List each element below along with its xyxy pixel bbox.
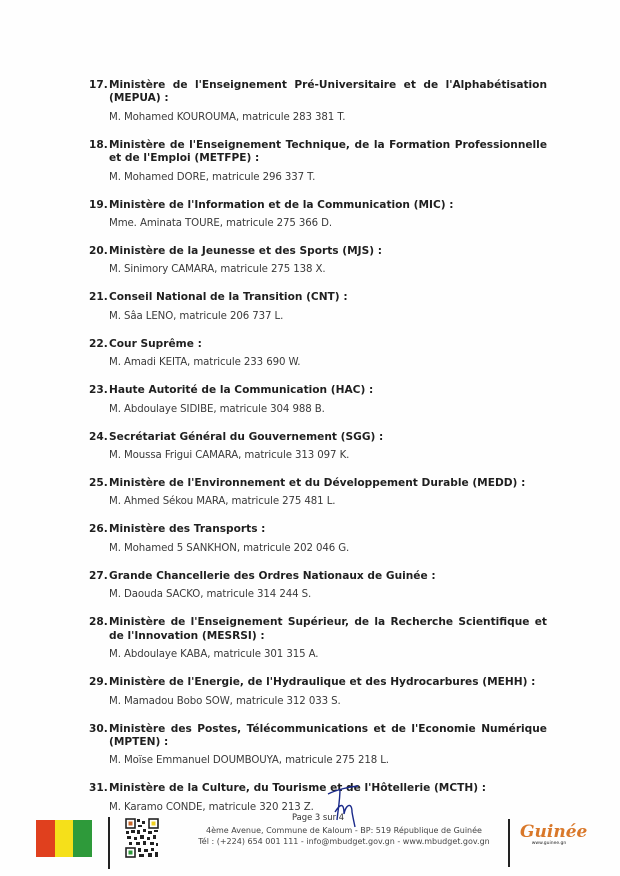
list-item — [89, 139, 547, 184]
entity-name: Ministère de l'Energie, de l'Hydraulique et des Hydrocarbures (MEHH) : — [109, 676, 536, 689]
entity-title — [89, 245, 547, 258]
flag-green-band — [73, 820, 92, 857]
list-item — [89, 291, 547, 322]
entity-title — [89, 616, 547, 643]
entity-title — [89, 291, 547, 304]
item-number: 29. — [89, 676, 108, 689]
entity-name: Secrétariat Général du Gouvernement (SGG) : — [109, 430, 384, 443]
entity-title — [89, 338, 547, 351]
entity-title — [89, 139, 547, 166]
entity-title — [89, 723, 547, 750]
item-number: 22. — [89, 337, 108, 350]
item-number: 30. — [89, 722, 108, 735]
item-number: 19. — [89, 198, 108, 211]
appointee: Mme. Aminata TOURE, matricule 275 366 D. — [109, 218, 333, 230]
footer-address — [194, 825, 494, 847]
list-item — [89, 79, 547, 124]
list-item — [89, 477, 547, 508]
flag-yellow-band — [55, 820, 74, 857]
item-number: 31. — [89, 782, 108, 795]
item-number: 23. — [89, 384, 108, 397]
entity-title — [89, 782, 547, 795]
appointee: M. Sinimory CAMARA, matricule 275 138 X. — [109, 264, 326, 276]
entity-name: Ministère de la Culture, du Tourisme et de l'Hôtellerie (MCTH) : — [109, 782, 486, 795]
nominations-list — [89, 79, 547, 829]
list-item — [89, 384, 547, 415]
item-number: 27. — [89, 569, 108, 582]
address-line-2: Tél : (+224) 654 001 111 - info@mbudget.gov.gn - www.mbudget.gov.gn — [198, 837, 490, 846]
item-number: 26. — [89, 523, 108, 536]
guinee-logo — [520, 822, 588, 863]
entity-name: Ministère de l'Enseignement Supérieur, de la Recherche Scientifique et de l'Innovation (MESRSI) : — [109, 616, 547, 642]
appointee: M. Mohamed KOUROUMA, matricule 283 381 T. — [109, 111, 346, 123]
list-item — [89, 245, 547, 276]
appointee: M. Daouda SACKO, matricule 314 244 S. — [109, 589, 312, 601]
appointee: M. Mohamed 5 SANKHON, matricule 202 046 G. — [109, 542, 350, 554]
item-number: 18. — [89, 138, 108, 151]
qr-code-icon — [125, 818, 159, 858]
list-item — [89, 782, 547, 813]
entity-title — [89, 570, 547, 583]
footer-divider-right — [508, 819, 510, 867]
entity-title — [89, 79, 547, 106]
footer-divider-left — [108, 817, 110, 869]
appointee: M. Amadi KEITA, matricule 233 690 W. — [109, 357, 301, 369]
list-item — [89, 523, 547, 554]
entity-title — [89, 477, 547, 490]
entity-title — [89, 384, 547, 397]
entity-title — [89, 431, 547, 444]
entity-name: Ministère de la Jeunesse et des Sports (MJS) : — [109, 245, 382, 258]
item-number: 28. — [89, 616, 108, 629]
appointee: M. Ahmed Sékou MARA, matricule 275 481 L. — [109, 496, 336, 508]
list-item — [89, 676, 547, 707]
appointee: M. Karamo CONDE, matricule 320 213 Z. — [109, 801, 314, 813]
entity-name: Grande Chancellerie des Ordres Nationaux de Guinée : — [109, 569, 436, 582]
item-number: 20. — [89, 245, 108, 258]
item-number: 21. — [89, 291, 108, 304]
list-item — [89, 616, 547, 661]
item-number: 25. — [89, 477, 108, 490]
entity-name: Conseil National de la Transition (CNT) : — [109, 291, 348, 304]
list-item — [89, 199, 547, 230]
list-item — [89, 723, 547, 768]
item-number: 17. — [89, 79, 108, 91]
list-item — [89, 431, 547, 462]
list-item — [89, 570, 547, 601]
appointee: M. Abdoulaye SIDIBE, matricule 304 988 B. — [109, 403, 325, 415]
entity-name: Ministère de l'Enseignement Technique, de la Formation Professionnelle et de l'Emploi (METFPE) : — [109, 138, 547, 165]
logo-url: www.guinee.gn — [531, 841, 567, 846]
appointee: M. Moussa Frigui CAMARA, matricule 313 097 K. — [109, 450, 350, 462]
entity-name: Ministère de l'Information et de la Communication (MIC) : — [109, 198, 454, 211]
entity-name: Cour Suprême : — [109, 337, 202, 350]
appointee: M. Moïse Emmanuel DOUMBOUYA, matricule 275 218 L. — [109, 755, 389, 767]
entity-title — [89, 199, 547, 212]
appointee: M. Sâa LENO, matricule 206 737 L. — [109, 310, 284, 322]
flag-red-band — [36, 820, 55, 857]
initials-signature — [326, 784, 366, 828]
appointee: M. Mamadou Bobo SOW, matricule 312 033 S. — [109, 695, 341, 707]
entity-name: Ministère des Transports : — [109, 523, 266, 536]
list-item — [89, 338, 547, 369]
logo-wordmark: Guinée — [520, 822, 588, 842]
guinea-flag — [36, 820, 92, 857]
item-number: 24. — [89, 430, 108, 443]
appointee: M. Abdoulaye KABA, matricule 301 315 A. — [109, 649, 319, 661]
entity-title — [89, 676, 547, 689]
page-number: Page 3 sur 4 — [292, 812, 345, 822]
entity-name: Ministère des Postes, Télécommunications et de l'Economie Numérique (MPTEN) : — [109, 722, 547, 748]
entity-name: Ministère de l'Enseignement Pré-Universitaire et de l'Alphabétisation (MEPUA) : — [109, 79, 547, 105]
entity-name: Haute Autorité de la Communication (HAC) : — [109, 384, 374, 397]
appointee: M. Mohamed DORE, matricule 296 337 T. — [109, 171, 316, 183]
entity-name: Ministère de l'Environnement et du Développement Durable (MEDD) : — [109, 477, 526, 490]
address-line-1: 4ème Avenue, Commune de Kaloum - BP: 519 République de Guinée — [206, 826, 482, 835]
entity-title — [89, 523, 547, 536]
